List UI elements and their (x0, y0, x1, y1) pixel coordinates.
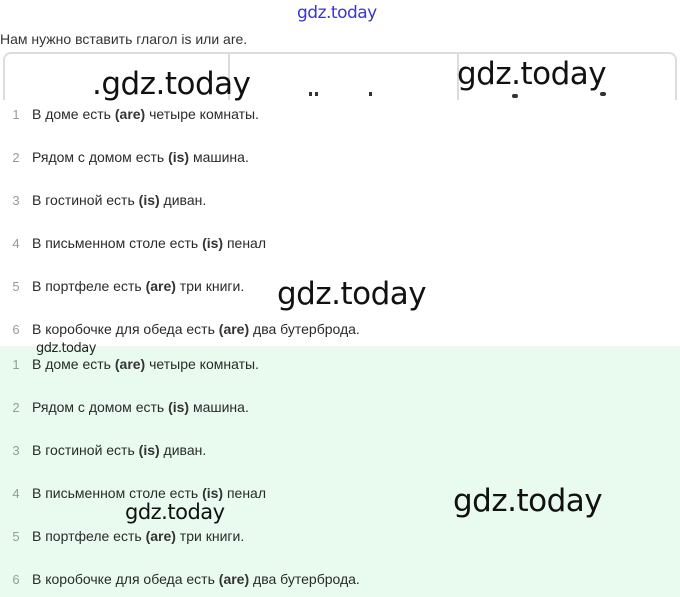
row-number: 4 (12, 486, 20, 501)
verb-answer: (is) (202, 235, 224, 251)
row-number: 6 (12, 572, 20, 587)
list-item (0, 398, 680, 420)
list-item (0, 441, 680, 463)
list-item (0, 148, 680, 170)
list-item (0, 234, 680, 256)
watermark: gdz.today (453, 483, 603, 519)
row-number: 2 (12, 150, 20, 165)
sentence: Рядом с домом есть (is) машина. (32, 149, 249, 165)
sentence: В гостиной есть (is) диван. (32, 442, 207, 458)
verb-answer: (is) (168, 149, 190, 165)
verb-answer: (are) (218, 321, 250, 337)
row-number: 3 (12, 443, 20, 458)
sentence: Рядом с домом есть (is) машина. (32, 399, 249, 415)
row-number: 3 (12, 193, 20, 208)
verb-answer: (are) (145, 278, 176, 294)
sentence: В доме есть (are) четыре комнаты. (32, 356, 259, 372)
watermark: gdz.today (277, 276, 427, 312)
row-number: 4 (12, 236, 20, 251)
list-item (0, 355, 680, 377)
header-text-fragment (508, 92, 608, 100)
watermark: gdz.today (36, 341, 96, 356)
list-item (0, 105, 680, 127)
watermark: .gdz.today (92, 66, 251, 102)
sentence: В доме есть (are) четыре комнаты. (32, 106, 259, 122)
watermark: gdz.today (457, 56, 607, 92)
watermark-top: gdz.today (297, 3, 377, 23)
verb-answer: (is) (138, 192, 160, 208)
verb-answer: (is) (138, 442, 160, 458)
sentence: В гостиной есть (is) диван. (32, 192, 207, 208)
row-number: 2 (12, 400, 20, 415)
verb-answer: (are) (114, 106, 146, 122)
row-number: 6 (12, 322, 20, 337)
sentence: В коробочке для обеда есть (are) два бутерброда. (32, 321, 360, 337)
verb-answer: (are) (218, 571, 250, 587)
watermark: gdz.today (125, 500, 225, 524)
list-item (0, 191, 680, 213)
verb-answer: (are) (114, 356, 146, 372)
sentence: В портфеле есть (are) три книги. (32, 528, 245, 544)
verb-answer: (are) (145, 528, 176, 544)
row-number: 5 (12, 529, 20, 544)
instruction-text: Нам нужно вставить глагол is или are. (0, 31, 248, 47)
row-number: 1 (12, 107, 20, 122)
sentence: В письменном столе есть (is) пенал (32, 235, 267, 251)
answer-section (0, 346, 680, 597)
list-item (0, 527, 680, 549)
sentence: В портфеле есть (are) три книги. (32, 278, 245, 294)
verb-answer: (is) (168, 399, 190, 415)
row-number: 1 (12, 357, 20, 372)
list-item (0, 570, 680, 592)
sentence: В коробочке для обеда есть (are) два бутерброда. (32, 571, 360, 587)
list-item (0, 320, 680, 342)
row-number: 5 (12, 279, 20, 294)
sentence: В письменном столе есть (is) пенал (32, 485, 267, 501)
verb-answer: (is) (202, 485, 224, 501)
header-text-fragment (301, 88, 381, 96)
